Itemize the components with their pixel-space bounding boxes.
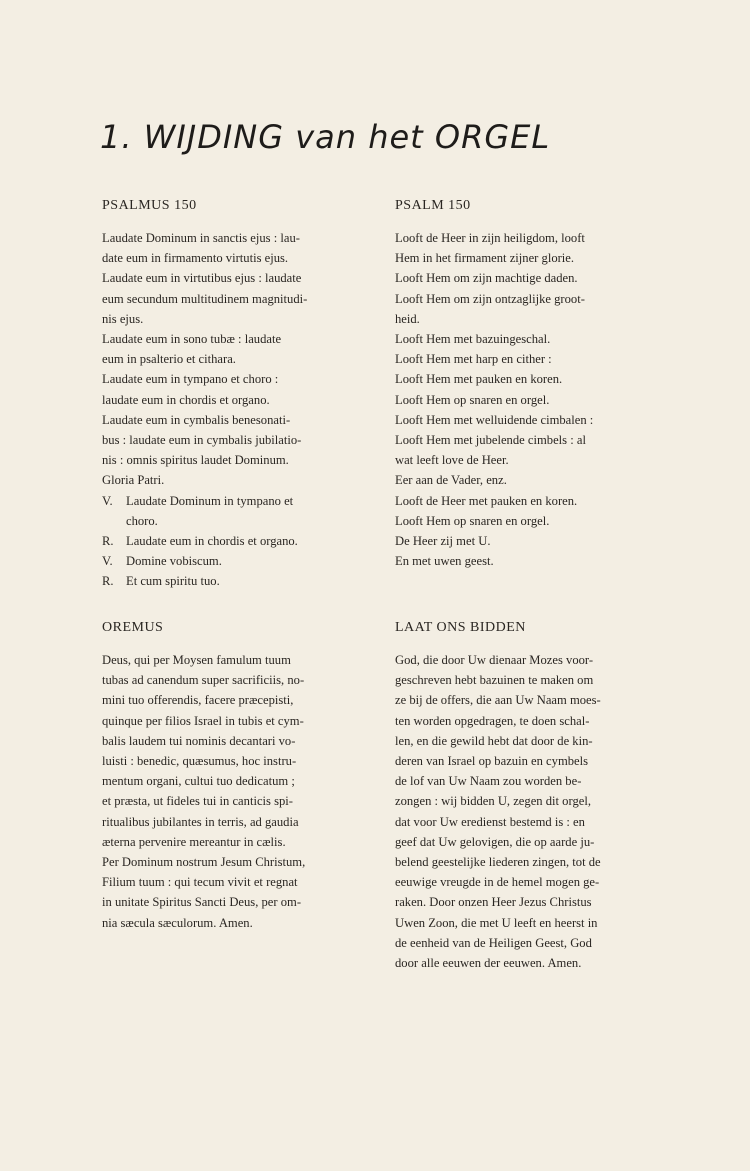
text-line: zongen : wij bidden U, zegen dit orgel, [395, 794, 591, 809]
page-title: 1. WIJDING van het ORGEL [100, 118, 551, 156]
text-line: bus : laudate eum in cymbalis jubilatio- [102, 433, 302, 448]
text-line: luisti : benedic, quæsumus, hoc instru- [102, 754, 297, 769]
versicle-text: Laudate Dominum in tympano et [126, 493, 294, 508]
text-line: Per Dominum nostrum Jesum Christum, [102, 855, 306, 870]
text-line: Deus, qui per Moysen famulum tuum [102, 653, 291, 667]
text-line: date eum in firmamento virtutis ejus. [102, 251, 289, 266]
text-line: mentum organi, cultui tuo dedicatum ; [102, 774, 295, 789]
text-line: eum secundum multitudinem magnitudi- [102, 291, 308, 306]
text-line: dat voor Uw eredienst bestemd is : en [395, 814, 585, 829]
dutch-psalm-section [395, 198, 675, 571]
text-line: God, die door Uw dienaar Mozes voor- [395, 653, 594, 667]
latin-psalm-heading: PSALMUS 150 [102, 198, 197, 213]
text-line: mini tuo offerendis, facere præcepisti, [102, 693, 294, 708]
response-mark: R. [102, 534, 114, 549]
dutch-prayer-heading: LAAT ONS BIDDEN [395, 620, 526, 635]
text-line: Looft Hem op snaren en orgel. [395, 513, 550, 528]
text-line: Looft Hem met jubelende cimbels : al [395, 433, 586, 448]
response-text: Et cum spiritu tuo. [126, 574, 220, 589]
text-line: belend geestelijke liederen zingen, tot de [395, 855, 601, 870]
text-line: geef dat Uw gelovigen, die op aarde ju- [395, 834, 595, 849]
text-line: tubas ad canendum super sacrificiis, no- [102, 673, 305, 688]
text-line: et præsta, ut fideles tui in canticis spi- [102, 794, 293, 809]
text-line: nis ejus. [102, 311, 144, 326]
text-line: de eenheid van de Heiligen Geest, God [395, 935, 592, 950]
text-line: Looft de Heer met pauken en koren. [395, 493, 578, 508]
versicle-mark: V. [102, 493, 113, 508]
response-text: Laudate eum in chordis et organo. [126, 534, 298, 549]
text-line: raken. Door onzen Heer Jezus Christus [395, 895, 592, 910]
text-line: De Heer zij met U. [395, 534, 491, 549]
response-mark: R. [102, 574, 114, 589]
text-line: eum in psalterio et cithara. [102, 352, 236, 367]
text-line: nis : omnis spiritus laudet Dominum. [102, 453, 289, 468]
text-line: Laudate eum in cymbalis benesonati- [102, 412, 291, 427]
text-line: deren van Israel op bazuin en cymbels [395, 754, 589, 769]
text-line: heid. [395, 311, 420, 326]
text-line: door alle eeuwen der eeuwen. Amen. [395, 956, 582, 971]
text-line: Looft Hem om zijn machtige daden. [395, 271, 578, 286]
response [102, 531, 382, 551]
text-line: Uwen Zoon, die met U leeft en heerst in [395, 915, 598, 930]
text-line: quinque per filios Israel in tubis et cym- [102, 713, 304, 728]
text-line: Looft Hem met welluidende cimbalen : [395, 412, 594, 427]
dutch-prayer-text [395, 650, 675, 973]
latin-psalm-text [102, 228, 382, 592]
dutch-psalm-heading: PSALM 150 [395, 198, 471, 213]
versicle-text: Domine vobiscum. [126, 554, 222, 569]
response [102, 571, 382, 591]
latin-prayer-heading: OREMUS [102, 620, 164, 635]
text-line: ritualibus jubilantes in terris, ad gaudia [102, 814, 299, 829]
text-line: Looft Hem op snaren en orgel. [395, 392, 550, 407]
versicle [102, 491, 382, 531]
versicle-text: choro. [126, 513, 158, 528]
text-line: Gloria Patri. [102, 473, 165, 488]
text-line: laudate eum in chordis et organo. [102, 392, 270, 407]
latin-prayer-text [102, 650, 382, 933]
text-line: wat leeft love de Heer. [395, 453, 509, 468]
text-line: eeuwige vreugde in de hemel mogen ge- [395, 875, 600, 890]
text-line: balis laudem tui nominis decantari vo- [102, 733, 296, 748]
versicle-mark: V. [102, 554, 113, 569]
text-line: in unitate Spiritus Sancti Deus, per om- [102, 895, 302, 910]
dutch-psalm-text [395, 228, 675, 571]
text-line: ze bij de offers, die aan Uw Naam moes- [395, 693, 601, 708]
text-line: nia sæcula sæculorum. Amen. [102, 915, 253, 930]
versicle [102, 551, 382, 571]
text-line: Looft Hem om zijn ontzaglijke groot- [395, 291, 585, 306]
text-line: Looft de Heer in zijn heiligdom, looft [395, 231, 585, 245]
text-line: Filium tuum : qui tecum vivit et regnat [102, 875, 298, 890]
text-line: len, en die gewild hebt dat door de kin- [395, 733, 593, 748]
latin-psalm-section [102, 198, 382, 592]
text-line: Laudate eum in virtutibus ejus : laudate [102, 271, 302, 286]
text-line: ten worden opgedragen, te doen schal- [395, 713, 590, 728]
text-line: Looft Hem met harp en cither : [395, 352, 552, 367]
text-line: Laudate Dominum in sanctis ejus : lau- [102, 231, 300, 245]
dutch-prayer-section [395, 620, 675, 973]
text-line: de lof van Uw Naam zou worden be- [395, 774, 582, 789]
text-line: Looft Hem met pauken en koren. [395, 372, 563, 387]
text-line: Laudate eum in sono tubæ : laudate [102, 332, 282, 347]
text-line: geschreven hebt bazuinen te maken om [395, 673, 594, 688]
text-line: En met uwen geest. [395, 554, 494, 569]
text-line: Eer aan de Vader, enz. [395, 473, 507, 488]
text-line: Hem in het firmament zijner glorie. [395, 251, 575, 266]
text-line: Looft Hem met bazuingeschal. [395, 332, 551, 347]
text-line: Laudate eum in tympano et choro : [102, 372, 279, 387]
latin-prayer-section [102, 620, 382, 933]
text-line: æterna pervenire mereantur in cælis. [102, 834, 286, 849]
